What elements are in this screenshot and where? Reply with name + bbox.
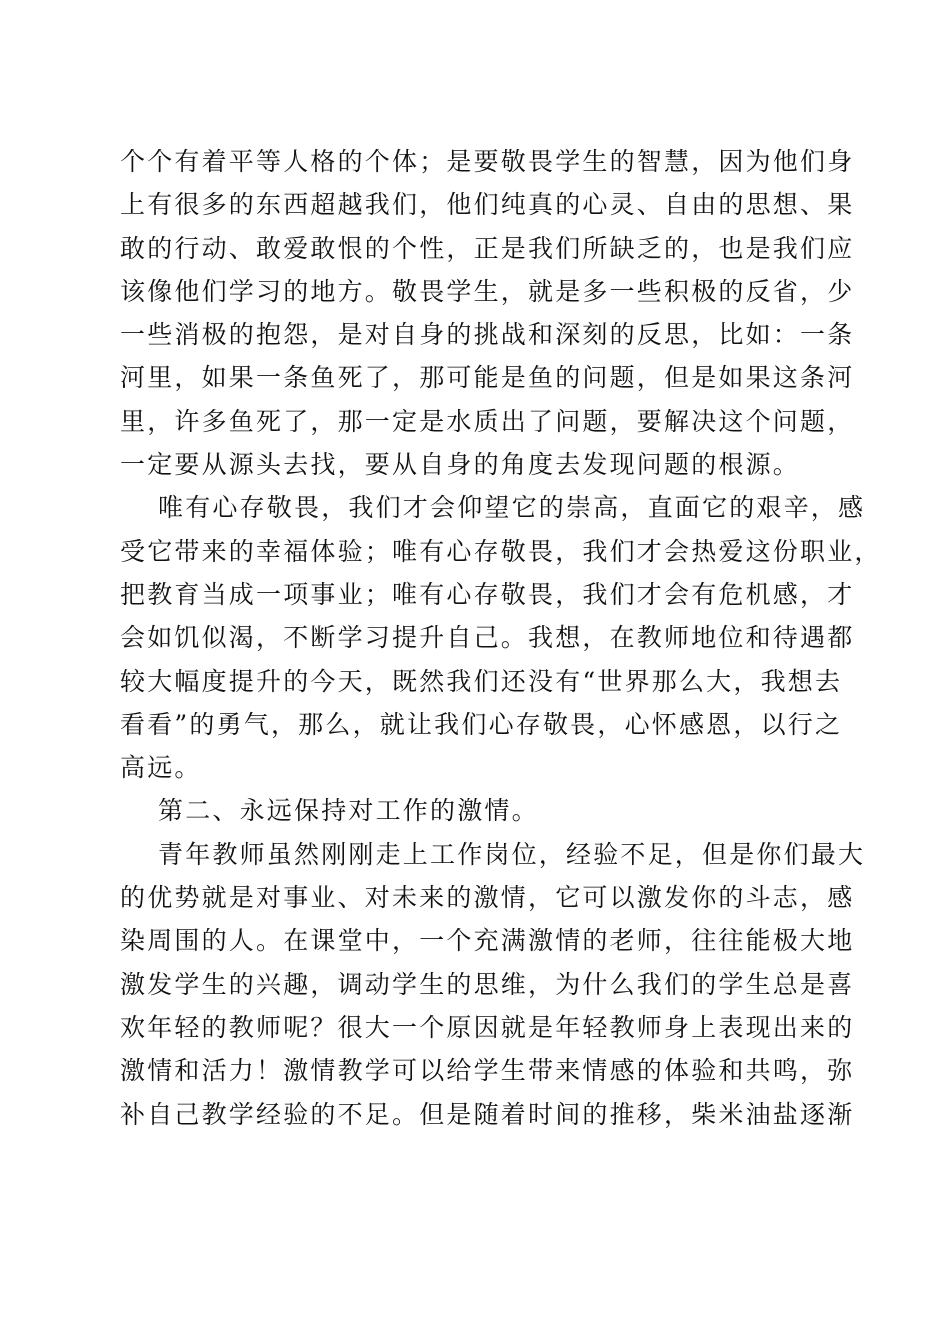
text-line: 看看”的勇气，那么，就让我们心存敬畏，心怀感恩，以行之: [120, 709, 843, 739]
document-body: [120, 140, 882, 1136]
text-line: 较大幅度提升的今天，既然我们还没有“世界那么大，我想去: [120, 666, 843, 696]
text-line: 里，许多鱼死了，那一定是水质出了问题，要解决这个问题，: [120, 406, 855, 436]
text-line: 个个有着平等人格的个体；是要敬畏学生的智慧，因为他们身: [120, 147, 855, 176]
text-line: 一些消极的抱怨，是对自身的挑战和深刻的反思，比如：一条: [120, 320, 855, 350]
text-line: 上有很多的东西超越我们，他们纯真的心灵、自由的思想、果: [120, 190, 855, 220]
paragraph-start-line: 青年教师虽然刚刚走上工作岗位，经验不足，但是你们最大: [158, 839, 866, 869]
text-line: 受它带来的幸福体验；唯有心存敬畏，我们才会热爱这份职业，: [120, 536, 882, 566]
text-line: 高远。: [120, 753, 202, 783]
paragraph-start-line: 唯有心存敬畏，我们才会仰望它的崇高，直面它的艰辛，感: [158, 493, 866, 523]
section-heading: 第二、永远保持对工作的激情。: [158, 796, 539, 826]
text-line: 一定要从源头去找，要从自身的角度去发现问题的根源。: [120, 450, 801, 480]
text-line: 的优势就是对事业、对未来的激情，它可以激发你的斗志，感: [120, 883, 855, 913]
text-line: 把教育当成一项事业；唯有心存敬畏，我们才会有危机感，才: [120, 579, 855, 609]
text-line: 激情和活力！激情教学可以给学生带来情感的体验和共鸣，弥: [120, 1056, 855, 1086]
text-line: 河里，如果一条鱼死了，那可能是鱼的问题，但是如果这条河: [120, 363, 855, 393]
text-line: 染周围的人。在课堂中，一个充满激情的老师，往往能极大地: [120, 926, 855, 956]
text-line: 激发学生的兴趣，调动学生的思维，为什么我们的学生总是喜: [120, 969, 855, 999]
text-line: 补自己教学经验的不足。但是随着时间的推移，柴米油盐逐渐: [120, 1099, 855, 1129]
text-line: 该像他们学习的地方。敬畏学生，就是多一些积极的反省，少: [120, 276, 855, 306]
text-line: 会如饥似渴，不断学习提升自己。我想，在教师地位和待遇都: [120, 623, 855, 653]
text-line: 欢年轻的教师呢？很大一个原因就是年轻教师身上表现出来的: [120, 1012, 855, 1042]
text-line: 敢的行动、敢爱敢恨的个性，正是我们所缺乏的，也是我们应: [120, 233, 855, 263]
